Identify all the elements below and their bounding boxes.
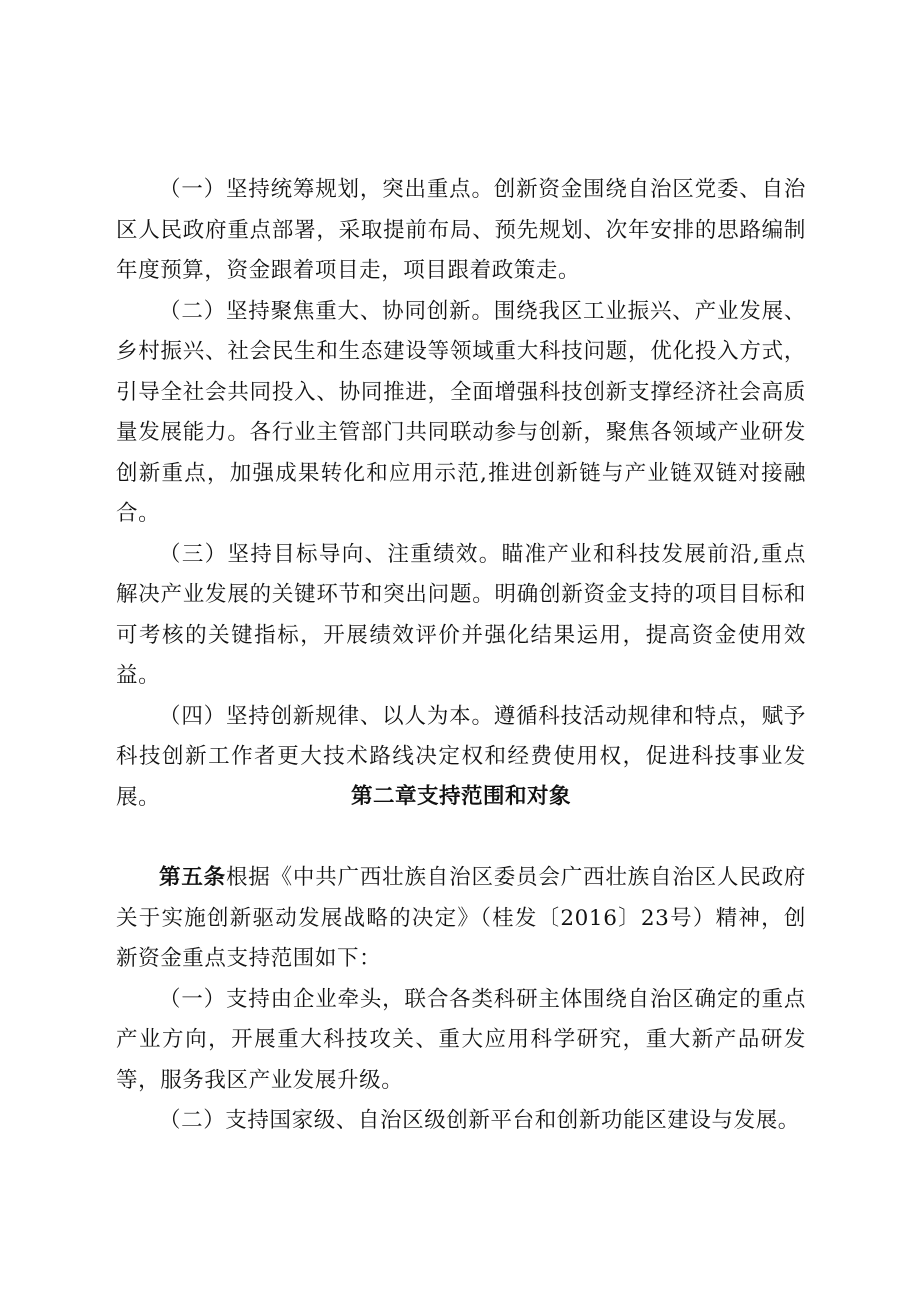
principle-2-paragraph: （二）坚持聚焦重大、协同创新。围绕我区工业振兴、产业发展、乡村振兴、社会民生和生态建设等领域重大科技问题，优化投入方式，引导全社会共同投入、协同推进，全面增强科技创新支撑经济社会高质量发展能力。各行业主管部门共同联动参与创新，聚焦各领域产业研发创新重点，加强成果转化和应用示范,推进创新链与产业链双链对接融合。 (116, 298, 806, 526)
article-5-item-2: （二）支持国家级、自治区级创新平台和创新功能区建设与发展。 (159, 1108, 800, 1133)
principles-section (116, 170, 806, 818)
article-5-text: 根据《中共广西壮族自治区委员会广西壮族自治区人民政府关于实施创新驱动发展战略的决定》（桂发〔2016〕23号）精神，创新资金重点支持范围如下： (116, 865, 806, 971)
chapter-title: 第二章支持范围和对象 (350, 784, 571, 809)
article-5-section (116, 858, 806, 1142)
article-5-item-1: （一）支持由企业牵头，联合各类科研主体围绕自治区确定的重点产业方向，开展重大科技攻关、重大应用科学研究，重大新产品研发等，服务我区产业发展升级。 (116, 986, 806, 1093)
principle-3-paragraph: （三）坚持目标导向、注重绩效。瞄准产业和科技发展前沿,重点解决产业发展的关键环节和突出问题。明确创新资金支持的项目目标和可考核的关键指标，开展绩效评价并强化结果运用，提高资金使用效益。 (116, 541, 806, 688)
principle-1-paragraph: （一）坚持统筹规划，突出重点。创新资金围绕自治区党委、自治区人民政府重点部署，采取提前布局、预先规划、次年安排的思路编制年度预算，资金跟着项目走，项目跟着政策走。 (116, 177, 806, 283)
article-5-paragraph (116, 858, 806, 980)
article-5-label: 第五条 (159, 865, 226, 890)
principle-4-paragraph: （四）坚持创新规律、以人为本。遵循科技活动规律和特点，赋予科技创新工作者更大技术路线决定权和经费使用权，促进科技事业发展。 (116, 703, 806, 810)
